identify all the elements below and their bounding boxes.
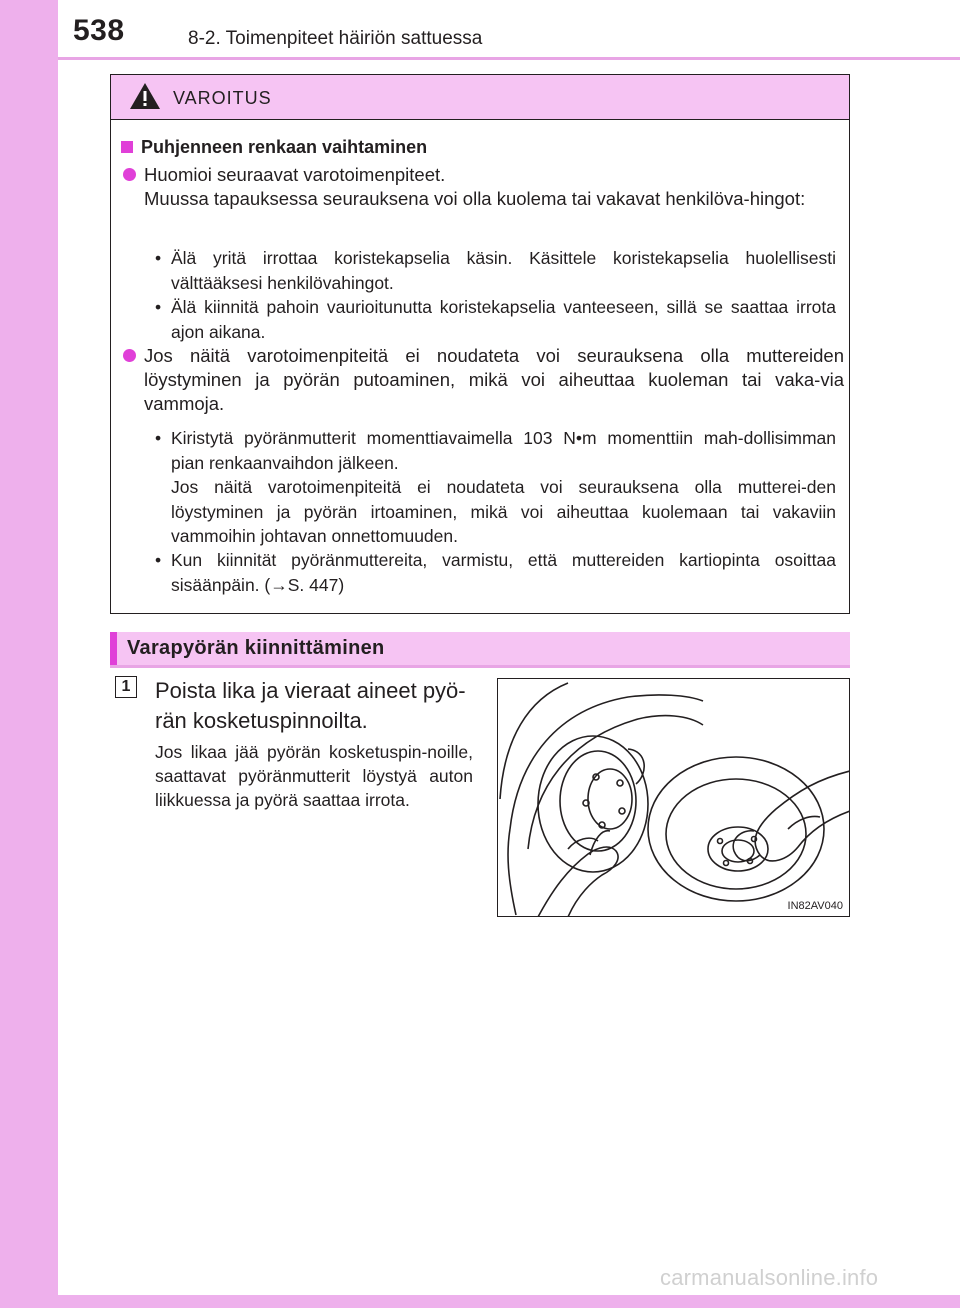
warning-item2-bullet2: Kun kiinnität pyöränmuttereita, varmistu, että muttereiden kartiopinta osoittaa sisäänpäin. (→S. 447): [171, 550, 836, 595]
step-description: Jos likaa jää pyörän kosketuspin-noille, saattavat pyöränmutterit löystyä auton liikkuessa ja pyörä saattaa irrota.: [155, 742, 473, 810]
warning-box: [110, 74, 850, 614]
section-title-band: Varapyörän kiinnittäminen: [127, 637, 385, 659]
page-number: 538: [73, 14, 125, 47]
warning-label: VAROITUS: [173, 88, 272, 108]
section-band-accent: [110, 632, 117, 665]
warning-header: [111, 75, 849, 120]
warning-heading: Puhjenneen renkaan vaihtaminen: [121, 137, 427, 158]
bottom-color-strip: [0, 1295, 960, 1308]
wheel-cleaning-illustration: [497, 678, 850, 917]
wheel-illustration-drawing: [498, 679, 850, 917]
warning-item2-bullet1: Kiristytä pyöränmutterit momenttiavaimella 103 N•m momenttiin mah-dollisimman pian renkaanvaihdon jälkeen.: [171, 428, 836, 473]
step-number: 1: [115, 676, 137, 698]
section-title: 8-2. Toimenpiteet häiriön sattuessa: [188, 28, 483, 49]
circle-bullet-icon: [123, 349, 136, 362]
warning-item1-text: Huomioi seuraavat varotoimenpiteet.: [144, 164, 446, 185]
bullet-dot: •: [155, 297, 162, 317]
warning-item1-text2: Muussa tapauksessa seurauksena voi olla kuolema tai vakavat henkilöva-hingot:: [144, 188, 806, 209]
step-heading: Poista lika ja vieraat aineet pyö-rän kosketuspinnoilta.: [155, 678, 466, 733]
square-bullet-icon: [121, 141, 133, 153]
footer-watermark: carmanualsonline.info: [660, 1265, 879, 1290]
bullet-dot: •: [155, 248, 162, 268]
warning-item2-text: Jos näitä varotoimenpiteitä ei noudateta voi seurauksena olla muttereiden löystyminen ja pyörän putoaminen, mikä voi aiheuttaa kuoleman tai vaka-via vammoja.: [144, 345, 844, 414]
bullet-dot: •: [155, 550, 162, 570]
side-color-strip: [0, 0, 58, 1308]
warning-item2-bullet1-cont: Jos näitä varotoimenpiteitä ei noudateta voi seurauksena olla mutterei-den löystyminen ja pyörän irtoaminen, mikä voi aiheuttaa kuolemaan tai vakaviin vammoihin johtavan onnettomuuden.: [171, 477, 836, 546]
warning-item1-bullet2: Älä kiinnitä pahoin vaurioitunutta koristekapselia vanteeseen, sillä se saattaa irrota ajon aikana.: [171, 297, 836, 342]
circle-bullet-icon: [123, 168, 136, 181]
warning-triangle-icon: [129, 81, 161, 111]
figure-code: IN82AV040: [787, 900, 843, 912]
warning-item1-bullet1: Älä yritä irrottaa koristekapselia käsin. Käsittele koristekapselia huolellisesti välttääksesi henkilövahingot.: [171, 248, 836, 293]
section-band: [110, 632, 850, 668]
header-rule: [58, 57, 960, 60]
bullet-dot: •: [155, 428, 162, 448]
